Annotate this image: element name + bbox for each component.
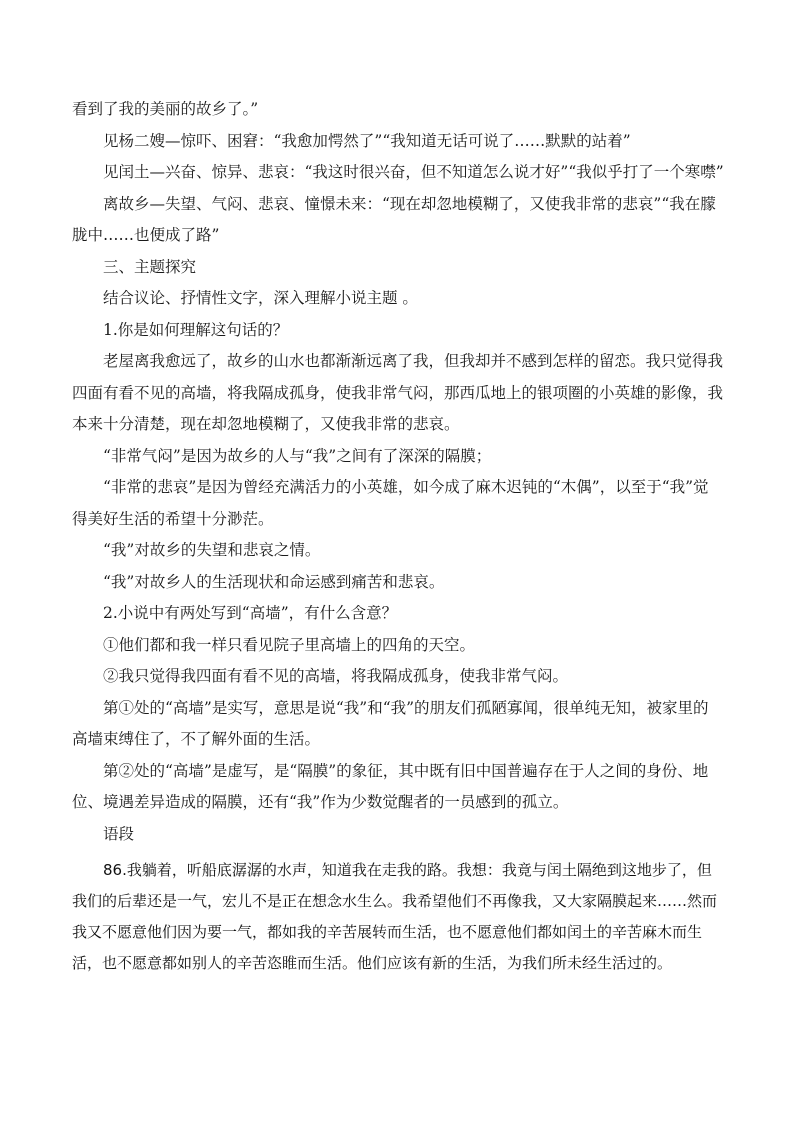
paragraph-continuation: 看到了我的美丽的故乡了。” xyxy=(72,100,259,118)
explanation-high-wall-2: 第②处的“高墙”是虚写，是“隔膜”的象征，其中既有旧中国普遍存在于人之间的身份、地位、境遇差异造成的隔膜，还有“我”作为少数觉醒者的一员感到的孤立。 xyxy=(72,761,709,811)
paragraph-yang-ersao: 见杨二嫂—惊吓、困窘：“我愈加愕然了”“我知道无话可说了……默默的站着” xyxy=(103,131,631,150)
answer-line-4: “我”对故乡人的生活现状和命运感到痛苦和悲哀。 xyxy=(103,572,445,591)
answer-line-2: “非常的悲哀”是因为曾经充满活力的小英雄，如今成了麻木迟钝的“木偶”，以至于“我”觉得美好生活的希望十分渺茫。 xyxy=(72,478,709,528)
question-1: 1.你是如何理解这句话的？ xyxy=(103,320,289,339)
section-heading-excerpt: 语段 xyxy=(103,824,135,843)
question-2: 2.小说中有两处写到“高墙”，有什么含意？ xyxy=(103,604,398,622)
quote-high-wall-1: ①他们都和我一样只看见院子里高墙上的四角的天空。 xyxy=(103,635,476,654)
paragraph-runtu: 见闰土—兴奋、惊异、悲哀：“我这时很兴奋，但不知道怎么说才好”“我似乎打了一个寒噤” xyxy=(103,163,724,181)
answer-line-1: “非常气闷”是因为故乡的人与“我”之间有了深深的隔膜； xyxy=(103,446,492,465)
quote-passage: 老屋离我愈远了，故乡的山水也都渐渐远离了我，但我却并不感到怎样的留恋。我只觉得我四面有看不见的高墙，将我隔成孤身，使我非常气闷，那西瓜地上的银项圈的小英雄的影像，我本来十分清楚，现在却忽地模糊了，又使我非常的悲哀。 xyxy=(72,352,724,433)
answer-line-3: “我”对故乡的失望和悲哀之情。 xyxy=(103,541,321,559)
explanation-high-wall-1: 第①处的“高墙”是实写，意思是说“我”和“我”的朋友们孤陋寡闻，很单纯无知，被家里的高墙束缚住了，不了解外面的生活。 xyxy=(72,698,709,748)
section-heading-theme: 三、主题探究 xyxy=(103,257,197,276)
quote-high-wall-2: ②我只觉得我四面有看不见的高墙，将我隔成孤身，使我非常气闷。 xyxy=(103,667,569,685)
paragraph-theme-intro: 结合议论、抒情性文字，深入理解小说主题 。 xyxy=(103,289,418,307)
excerpt-passage-86: 86.我躺着，听船底潺潺的水声，知道我在走我的路。我想：我竟与闰土隔绝到这地步了，但我们的后辈还是一气，宏儿不是正在想念水生么。我希望他们不再像我，又大家隔膜起来……然而我又不愿意他们因为要一气，都如我的辛苦展转而生活，也不愿意他们都如闰土的辛苦麻木而生活，也不愿意都如别人的辛苦恣睢而生活。他们应该有新的生活，为我们所未经生活过的。 xyxy=(72,861,718,972)
paragraph-leaving-hometown: 离故乡—失望、气闷、悲哀、憧憬未来：“现在却忽地模糊了，又使我非常的悲哀”“我在朦胧中……也便成了路” xyxy=(72,194,716,244)
